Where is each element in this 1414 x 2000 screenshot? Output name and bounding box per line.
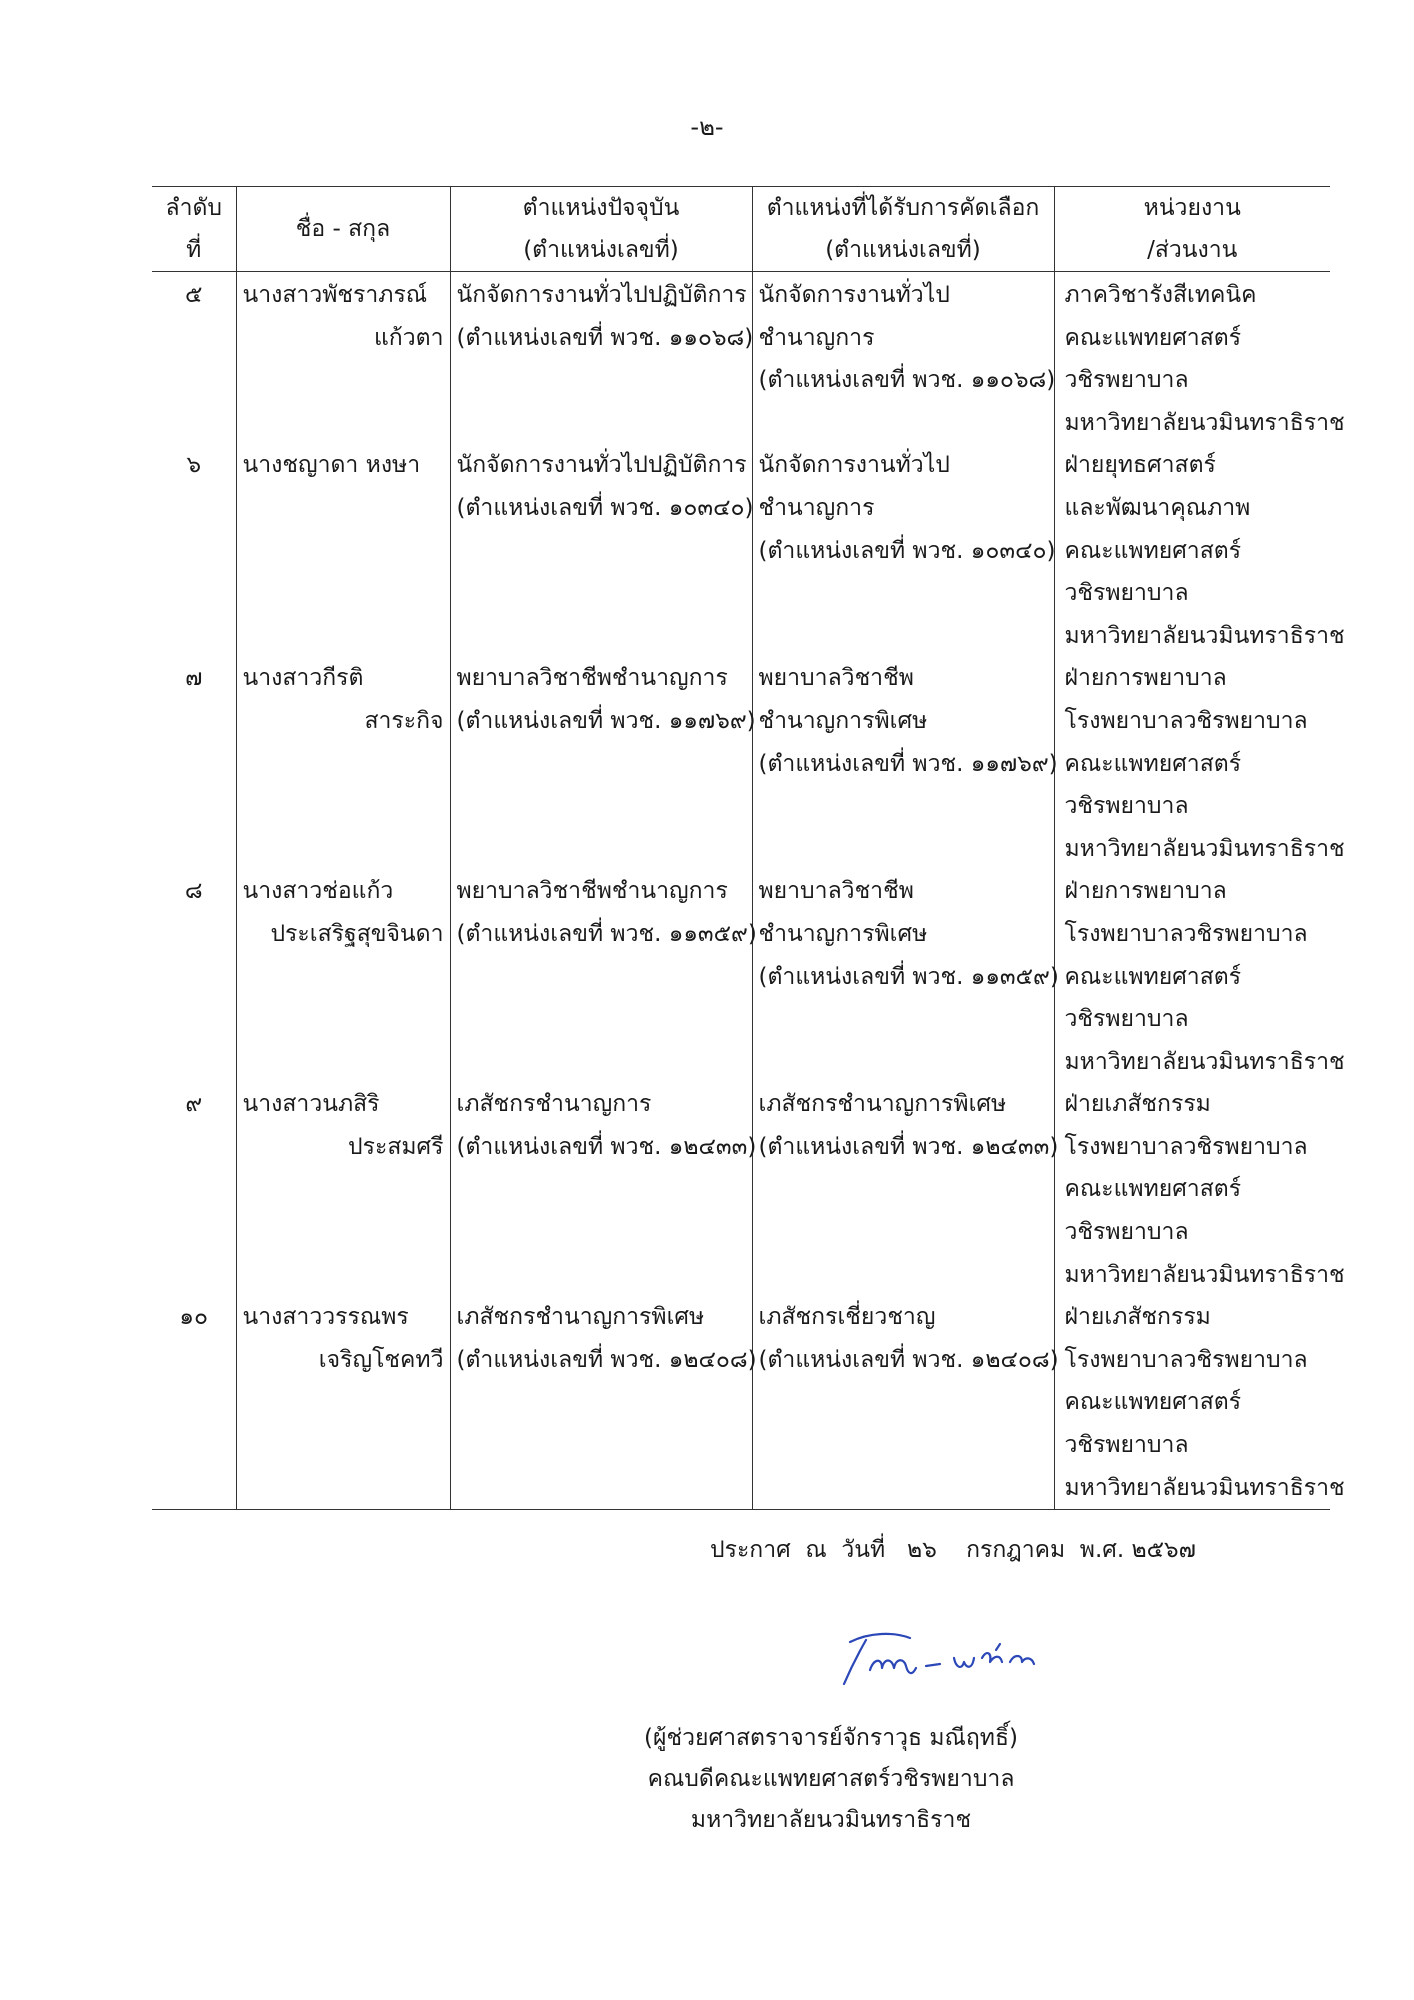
selected-position: [752, 870, 1059, 1083]
unit: [1054, 1296, 1345, 1509]
unit-line: คณะแพทยศาสตร์: [1064, 537, 1242, 564]
row-number: ๑๐: [152, 1296, 236, 1509]
current-position-line: (ตำแหน่งเลขที่ พวช. ๑๑๓๕๙): [456, 920, 757, 947]
row-number: ๖: [186, 452, 202, 479]
unit-line: ฝ่ายยุทธศาสตร์: [1064, 452, 1216, 479]
current-position: [450, 272, 752, 445]
person-name-line: แก้วตา: [373, 324, 444, 351]
row-number: ๗: [185, 665, 203, 692]
selected-position-line: เภสัชกรเชี่ยวชาญ: [758, 1304, 936, 1331]
selected-position-line: (ตำแหน่งเลขที่ พวช. ๑๒๔๓๓): [758, 1133, 1059, 1160]
unit-line: ฝ่ายการพยาบาล: [1064, 878, 1227, 905]
current-position-line: พยาบาลวิชาชีพชำนาญการ: [456, 665, 728, 692]
unit-line: ภาควิชารังสีเทคนิค: [1064, 282, 1257, 308]
unit: [1054, 1083, 1345, 1296]
table-row: [152, 657, 1330, 870]
selected-position-line: ชำนาญการ: [758, 494, 875, 521]
person-name-line: ประเสริฐสุขจินดา: [270, 920, 444, 947]
current-position-line: (ตำแหน่งเลขที่ พวช. ๑๒๔๐๘): [456, 1346, 757, 1373]
unit-line: โรงพยาบาลวชิรพยาบาล: [1064, 920, 1308, 947]
header-current-position: ตำแหน่งปัจจุบัน (ตำแหน่งเลขที่): [450, 187, 752, 272]
unit-line: โรงพยาบาลวชิรพยาบาล: [1064, 1133, 1308, 1160]
unit-line: มหาวิทยาลัยนวมินทราธิราช: [1064, 835, 1345, 862]
selected-position-line: พยาบาลวิชาชีพ: [758, 878, 914, 905]
table-row: [152, 1083, 1330, 1296]
unit-line: มหาวิทยาลัยนวมินทราธิราช: [1064, 622, 1345, 649]
header-no: ลำดับ ที่: [152, 187, 236, 272]
current-position-line: (ตำแหน่งเลขที่ พวช. ๑๑๐๖๘): [456, 324, 754, 351]
unit-line: และพัฒนาคุณภาพ: [1064, 494, 1251, 521]
selected-position-line: นักจัดการงานทั่วไป: [758, 452, 950, 479]
person-name-line: นางสาววรรณพร: [242, 1304, 409, 1331]
selected-position-line: (ตำแหน่งเลขที่ พวช. ๑๑๗๖๙): [758, 750, 1058, 777]
unit-line: วชิรพยาบาล: [1064, 1006, 1189, 1033]
unit-line: มหาวิทยาลัยนวมินทราธิราช: [1064, 1474, 1345, 1501]
selected-position-line: เภสัชกรชำนาญการพิเศษ: [758, 1091, 1007, 1118]
table-row: [152, 1296, 1330, 1509]
person-name: [236, 657, 450, 870]
person-name: [236, 1296, 450, 1509]
unit-line: คณะแพทยศาสตร์: [1064, 324, 1242, 351]
header-selected-position: ตำแหน่งที่ได้รับการคัดเลือก (ตำแหน่งเลขที่): [752, 187, 1054, 272]
table-header-row: [152, 187, 1330, 272]
current-position-line: (ตำแหน่งเลขที่ พวช. ๑๑๗๖๙): [456, 707, 756, 734]
unit-line: โรงพยาบาลวชิรพยาบาล: [1064, 1346, 1308, 1373]
current-position-line: เภสัชกรชำนาญการ: [456, 1091, 652, 1118]
unit-line: ฝ่ายเภสัชกรรม: [1064, 1091, 1211, 1118]
row-number: ๙: [185, 1091, 203, 1118]
current-position-line: (ตำแหน่งเลขที่ พวช. ๑๒๔๓๓): [456, 1133, 757, 1160]
unit-line: มหาวิทยาลัยนวมินทราธิราช: [1064, 409, 1345, 436]
current-position-line: นักจัดการงานทั่วไปปฏิบัติการ: [456, 452, 747, 479]
selected-position-line: ชำนาญการ: [758, 324, 875, 351]
header-unit: หน่วยงาน /ส่วนงาน: [1054, 187, 1330, 272]
page-number: -๒-: [690, 113, 724, 141]
person-name-line: นางสาวนภสิริ: [242, 1091, 380, 1118]
unit-line: วชิรพยาบาล: [1064, 580, 1189, 607]
announcement-date: ประกาศ ณ วันที่ ๒๖ กรกฎาคม พ.ศ. ๒๕๖๗: [710, 1537, 1196, 1563]
signatory-institution: มหาวิทยาลัยนวมินทราธิราช: [690, 1807, 972, 1833]
person-name: [236, 870, 450, 1083]
table-row: [152, 870, 1330, 1083]
unit-line: วชิรพยาบาล: [1064, 793, 1189, 820]
selected-position-line: (ตำแหน่งเลขที่ พวช. ๑๑๓๕๙): [758, 963, 1059, 990]
unit-line: คณะแพทยศาสตร์: [1064, 750, 1242, 777]
selected-position-line: (ตำแหน่งเลขที่ พวช. ๑๑๐๖๘): [758, 367, 1056, 394]
person-name-line: เจริญโชคทวี: [318, 1346, 444, 1373]
selected-position-line: (ตำแหน่งเลขที่ พวช. ๑๒๔๐๘): [758, 1346, 1059, 1373]
current-position: [450, 870, 757, 1083]
unit-line: ฝ่ายการพยาบาล: [1064, 665, 1227, 692]
unit-line: คณะแพทยศาสตร์: [1064, 1176, 1242, 1203]
unit-line: วชิรพยาบาล: [1064, 1432, 1189, 1459]
selected-position: [752, 444, 1054, 657]
current-position: [450, 1296, 757, 1509]
selected-position-line: ชำนาญการพิเศษ: [758, 920, 928, 947]
unit-line: วชิรพยาบาล: [1064, 1219, 1189, 1246]
appointment-table: [152, 186, 1345, 1510]
unit: [1054, 444, 1345, 657]
selected-position: [752, 1296, 1059, 1509]
selected-position: [752, 1083, 1059, 1296]
person-name-line: สาระกิจ: [364, 707, 444, 734]
person-name-line: นางสาวพัชราภรณ์: [242, 282, 428, 308]
unit-line: วชิรพยาบาล: [1064, 367, 1189, 394]
unit: [1054, 272, 1345, 445]
table-row: [152, 444, 1330, 657]
current-position: [450, 657, 756, 870]
current-position-line: นักจัดการงานทั่วไปปฏิบัติการ: [456, 282, 747, 308]
unit-line: คณะแพทยศาสตร์: [1064, 963, 1242, 990]
signatory-title: คณบดีคณะแพทยศาสตร์วชิรพยาบาล: [647, 1766, 1015, 1792]
person-name-line: ประสมศรี: [348, 1133, 444, 1160]
current-position-line: พยาบาลวิชาชีพชำนาญการ: [456, 878, 728, 905]
current-position: [450, 1083, 757, 1296]
current-position-line: เภสัชกรชำนาญการพิเศษ: [456, 1304, 705, 1331]
unit-line: ฝ่ายเภสัชกรรม: [1064, 1304, 1211, 1331]
person-name-line: นางชญาดา หงษา: [242, 452, 421, 479]
person-name: [236, 1083, 450, 1296]
signature: [836, 1628, 1066, 1698]
selected-position: [752, 272, 1054, 445]
table-body: [152, 272, 1345, 1510]
selected-position-line: ชำนาญการพิเศษ: [758, 707, 928, 734]
signatory-block: [0, 1718, 1414, 1841]
unit-line: มหาวิทยาลัยนวมินทราธิราช: [1064, 1048, 1345, 1075]
current-position: [450, 444, 752, 657]
unit: [1054, 657, 1345, 870]
unit: [1054, 870, 1345, 1083]
person-name-line: นางสาวช่อแก้ว: [242, 878, 394, 905]
unit-line: คณะแพทยศาสตร์: [1064, 1389, 1242, 1416]
row-number: ๕: [185, 282, 203, 308]
table-row: [152, 272, 1330, 445]
selected-position-line: พยาบาลวิชาชีพ: [758, 665, 914, 692]
unit-line: โรงพยาบาลวชิรพยาบาล: [1064, 707, 1308, 734]
person-name-line: นางสาวกีรติ: [242, 665, 364, 692]
row-number: ๘: [184, 878, 203, 905]
selected-position: [752, 657, 1058, 870]
signatory-name: (ผู้ช่วยศาสตราจารย์จักราวุธ มณีฤทธิ์): [644, 1725, 1018, 1751]
unit-line: มหาวิทยาลัยนวมินทราธิราช: [1064, 1261, 1345, 1288]
person-name: [236, 444, 450, 657]
person-name: [236, 272, 450, 445]
selected-position-line: (ตำแหน่งเลขที่ พวช. ๑๐๓๔๐): [758, 537, 1056, 564]
header-name: ชื่อ - สกุล: [236, 187, 450, 272]
selected-position-line: นักจัดการงานทั่วไป: [758, 282, 950, 308]
current-position-line: (ตำแหน่งเลขที่ พวช. ๑๐๓๔๐): [456, 494, 754, 521]
